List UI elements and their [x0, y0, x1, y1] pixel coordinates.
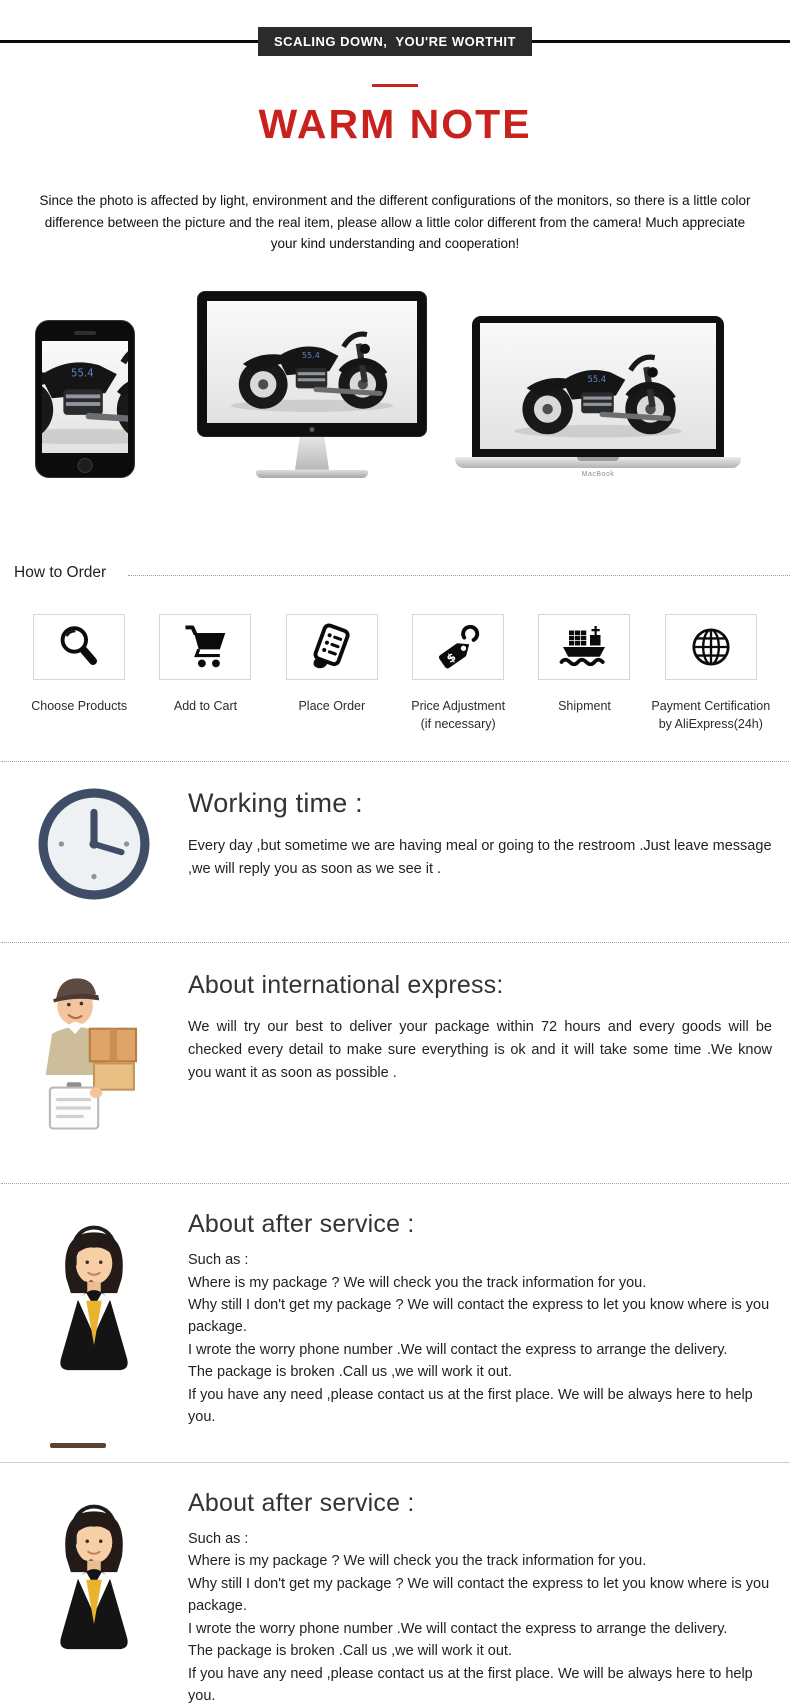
step-label: Payment Certification: [651, 698, 771, 713]
service-line: I wrote the worry phone number .We will contact the express to arrange the delivery.: [188, 1341, 728, 1358]
step-add-to-cart: [142, 614, 268, 733]
red-dash: [372, 84, 418, 87]
laptop-brand-label: MacBook: [581, 470, 615, 478]
motorcycle-photo: [207, 301, 417, 423]
section-divider: [1, 942, 789, 943]
step-icon-box: [286, 614, 378, 680]
order-steps: [0, 614, 790, 733]
service-line: If you have any need ,please contact us at the first place. We will be always here to help you.: [188, 1665, 753, 1705]
laptop-notch: [577, 457, 619, 461]
warm-note-paragraph: Since the photo is affected by light, environment and the different configurations of the monitors, so there is a little color difference between the picture and the real item, please allow a little color different from the camera! Much appreciate your kind understanding and cooperation!: [39, 193, 751, 252]
cropped-image-artifact: [50, 1443, 106, 1448]
laptop-mockup: [455, 316, 741, 478]
how-to-order-header: [0, 564, 790, 582]
service-agent-icon: [41, 1489, 147, 1659]
section-divider: [1, 1183, 789, 1184]
section-heading: About after service :: [188, 1488, 415, 1517]
magnifier-icon: [54, 622, 104, 672]
step-icon-box: [665, 614, 757, 680]
section-body: We will try our best to deliver your package within 72 hours and every goods will be checked every detail to make sure everything is ok and it will take some time .We know you want it as soon as possible .: [188, 1019, 772, 1082]
svg-text:$: $: [443, 649, 459, 666]
service-agent-icon: [41, 1210, 147, 1380]
service-line: Where is my package ? We will check you the track information for you.: [188, 1274, 647, 1291]
ship-icon: [557, 622, 611, 672]
step-label: Price Adjustment: [411, 698, 506, 713]
step-icon-box: [412, 614, 504, 680]
monitor-mockup: [197, 291, 427, 478]
service-line: The package is broken .Call us ,we will work it out.: [188, 1643, 512, 1660]
section-body: [188, 1528, 772, 1708]
section-heading: About after service :: [188, 1210, 415, 1239]
monitor-screen: [197, 291, 427, 437]
delivery-man-icon: [20, 971, 168, 1139]
laptop-screen-image: [480, 323, 716, 449]
step-icon-box: [538, 614, 630, 680]
step-choose-products: [16, 614, 142, 733]
step-payment-certification: [648, 614, 774, 733]
phone-speaker: [74, 331, 96, 335]
globe-icon: [686, 622, 736, 672]
service-line: I wrote the worry phone number .We will contact the express to arrange the delivery.: [188, 1620, 728, 1637]
service-line: The package is broken .Call us ,we will work it out.: [188, 1364, 512, 1381]
banner-text: SCALING DOWN, YOU'RE WORTHIT: [258, 27, 532, 56]
laptop-base: [455, 457, 741, 468]
step-icon-box: [33, 614, 125, 680]
price-tag-icon: [433, 622, 483, 672]
step-label: Shipment: [558, 698, 611, 713]
service-line: Why still I don't get my package ? We will contact the express to let you know where is you package.: [188, 1296, 770, 1336]
how-to-order-title: How to Order: [14, 563, 107, 581]
section-international-express: [0, 971, 790, 1139]
step-sublabel: by AliExpress(24h): [658, 716, 763, 731]
phone-mockup: [35, 320, 135, 478]
top-banner: [0, 27, 790, 57]
step-label: Choose Products: [31, 698, 128, 713]
laptop-screen: [472, 316, 724, 458]
monitor-screen-image: [207, 301, 417, 423]
clock-icon: [38, 788, 150, 900]
motorcycle-photo: [480, 323, 716, 449]
phone-screen-image: [42, 341, 128, 453]
step-label: Add to Cart: [173, 698, 238, 713]
step-shipment: [521, 614, 647, 733]
warm-note-section: [0, 84, 790, 255]
step-label: Place Order: [298, 698, 366, 713]
step-price-adjustment: [395, 614, 521, 733]
cart-icon: [180, 622, 230, 672]
device-showcase: [0, 293, 790, 478]
section-body: Every day ,but sometime we are having meal or going to the restroom .Just leave message ,we will reply you as soon as we see it .: [188, 838, 772, 878]
section-divider: [1, 761, 789, 762]
section-working-time: [0, 788, 790, 900]
motorcycle-photo: [42, 341, 128, 453]
monitor-stand: [295, 437, 329, 470]
order-document-icon: [307, 622, 357, 672]
step-place-order: [269, 614, 395, 733]
section-heading: About international express:: [188, 971, 504, 1000]
section-after-service-1: [0, 1210, 790, 1429]
step-sublabel: (if necessary): [420, 716, 496, 731]
apple-logo-icon: [310, 427, 315, 432]
phone-home-button: [78, 458, 93, 473]
service-line: Why still I don't get my package ? We will contact the express to let you know where is you package.: [188, 1575, 770, 1615]
monitor-base: [256, 470, 368, 478]
service-line: Where is my package ? We will check you the track information for you.: [188, 1553, 647, 1570]
section-heading: Working time :: [188, 788, 363, 819]
section-body: [188, 1249, 772, 1429]
dotted-rule: [128, 575, 790, 576]
service-line: Such as :: [188, 1252, 249, 1269]
step-icon-box: [159, 614, 251, 680]
section-after-service-2: [0, 1489, 790, 1708]
service-line: If you have any need ,please contact us at the first place. We will be always here to help you.: [188, 1386, 753, 1426]
service-line: Such as :: [188, 1530, 249, 1547]
warm-note-title: WARM NOTE: [258, 101, 532, 147]
section-divider-solid: [0, 1462, 790, 1463]
